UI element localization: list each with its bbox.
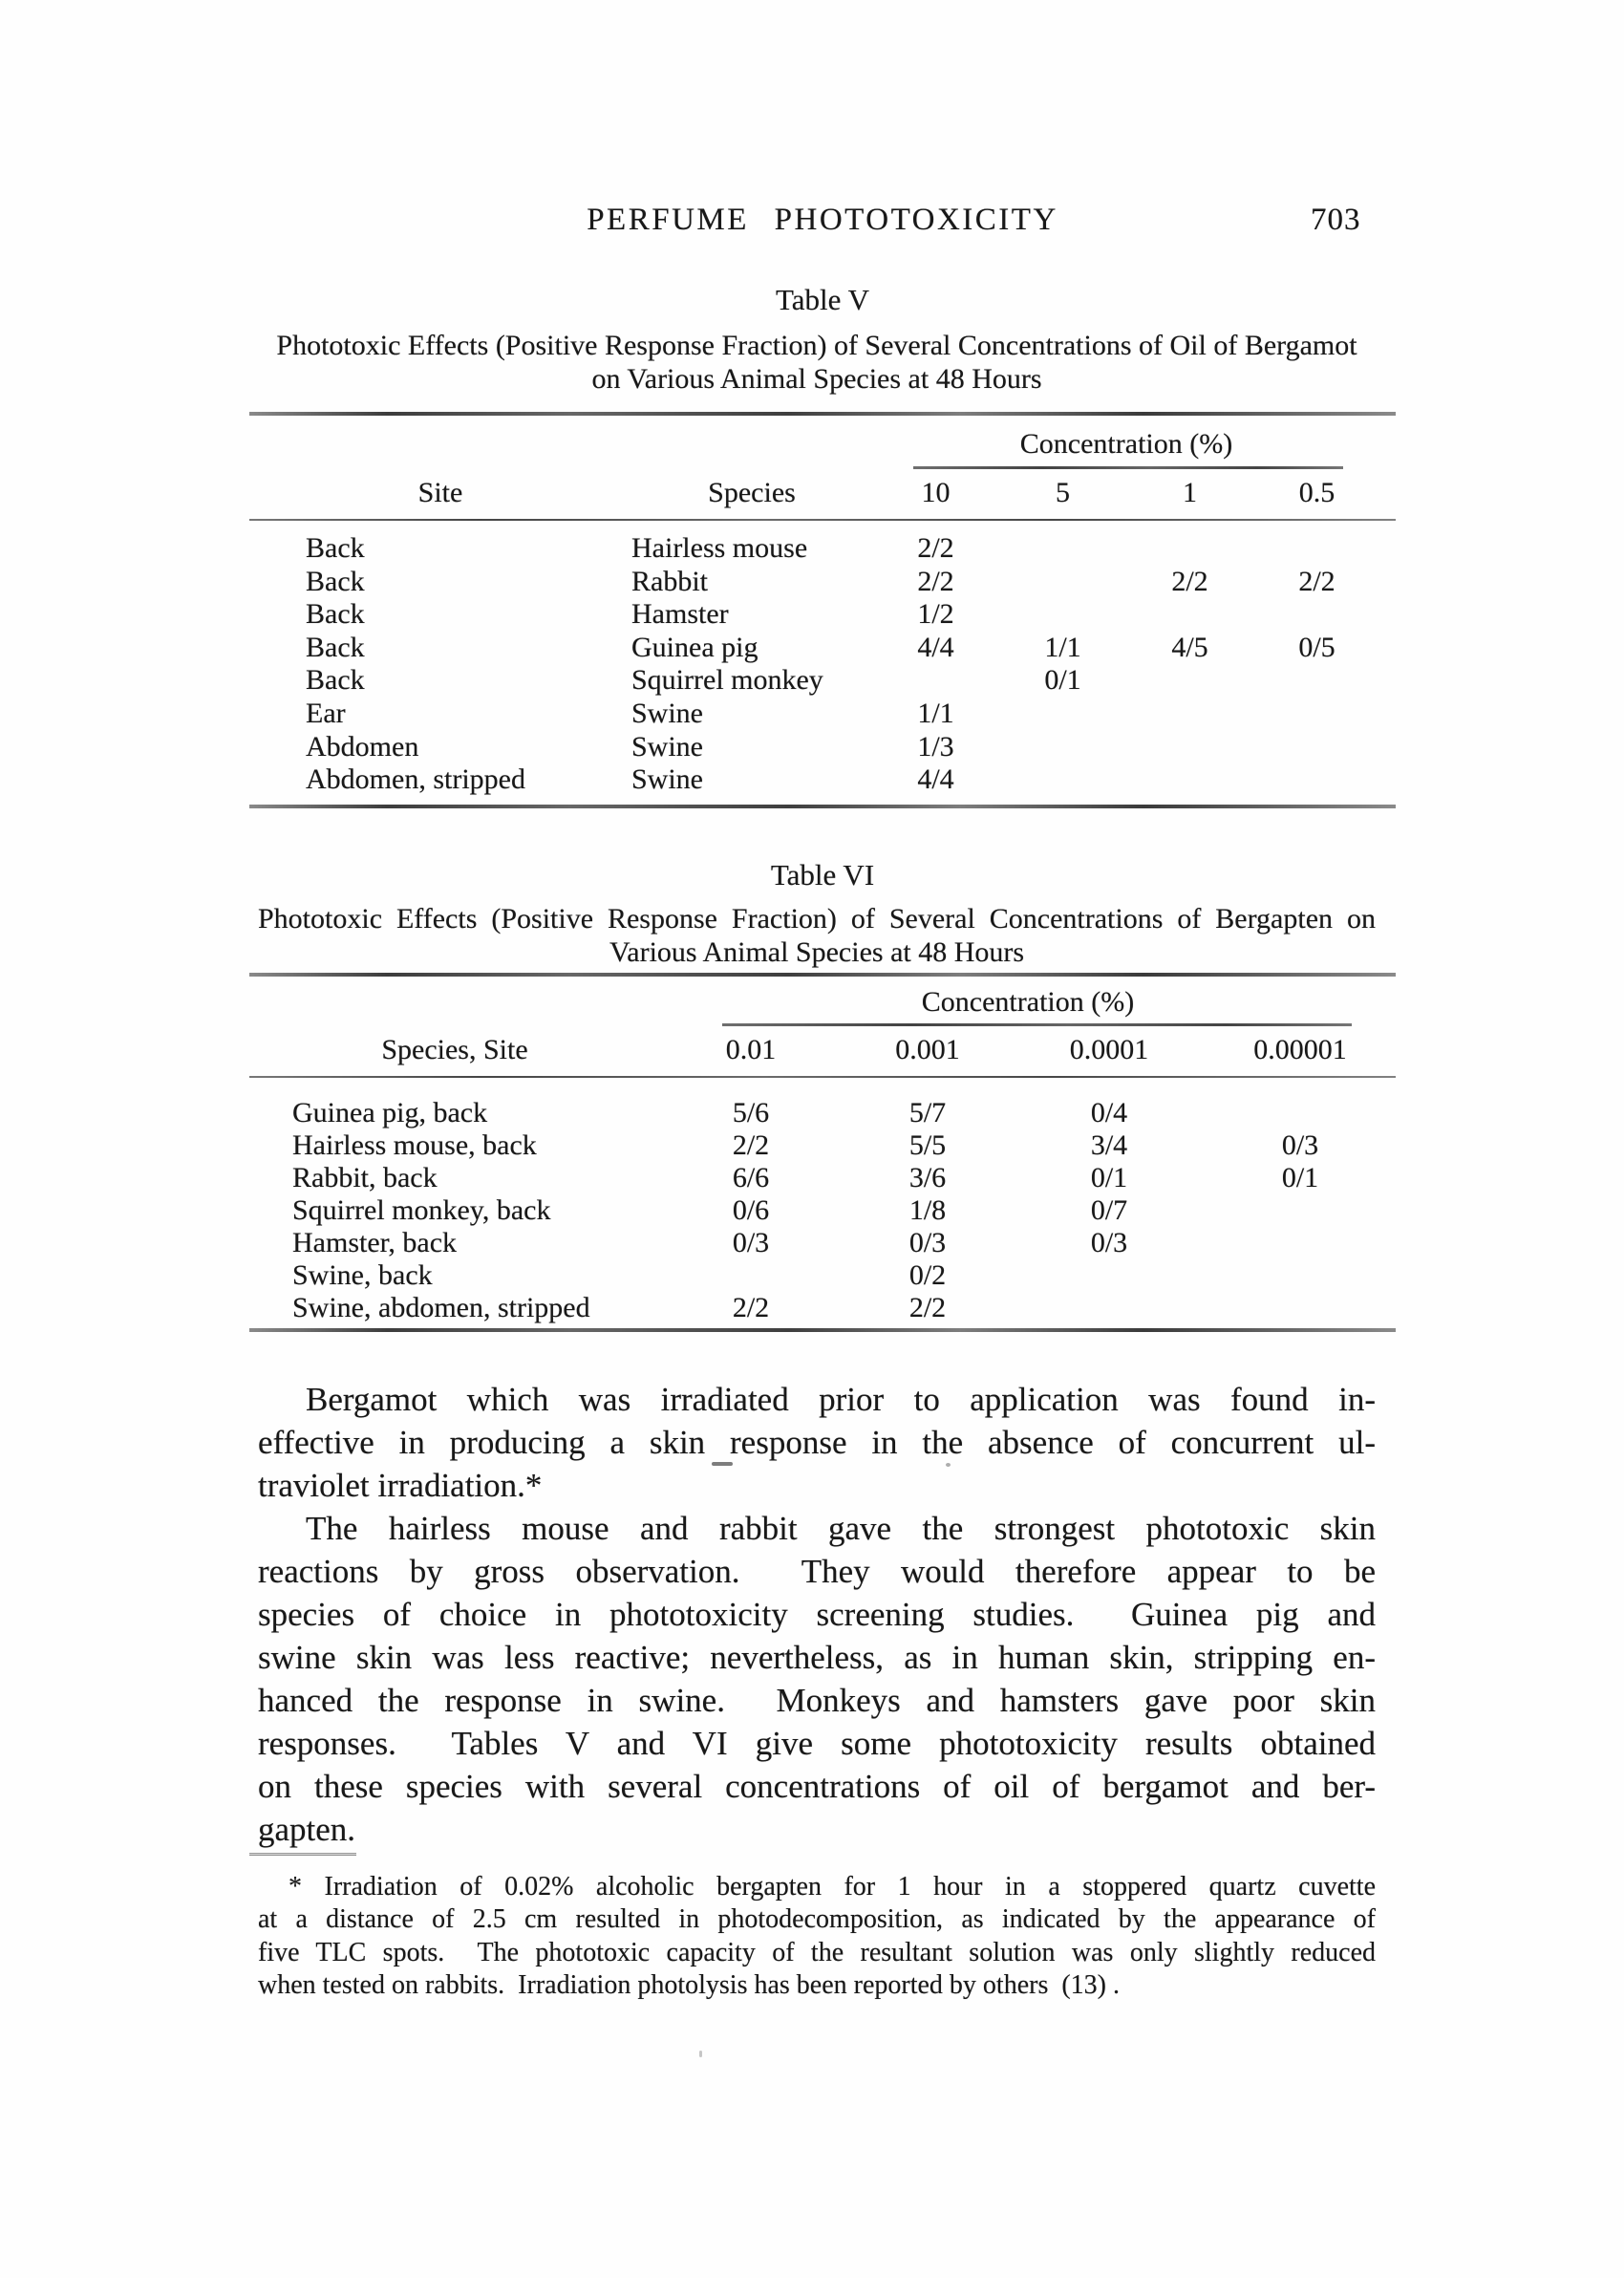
table-cell: 0/1 — [1090, 1161, 1128, 1193]
table-cell: 1/1 — [917, 697, 954, 729]
column-header: 5 — [1056, 477, 1070, 508]
table-v-caption — [258, 329, 1376, 396]
text-line: on these species with several concentrations of oil of bergamot and ber- — [258, 1767, 1376, 1805]
table-cell: Back — [306, 664, 365, 697]
table-cell — [1205, 1097, 1396, 1129]
page-content — [249, 283, 1396, 2003]
table-vi-concentration-header: Concentration (%) — [921, 985, 1135, 1018]
table-cell: 2/2 — [732, 1291, 770, 1323]
table-rule-top — [249, 973, 1396, 977]
text-line: * Irradiation of 0.02% alcoholic bergapten for 1 hour in a stoppered quartz cuvette — [288, 1871, 1376, 1902]
table-cell: Swine — [631, 763, 703, 796]
page-number: 703 — [1311, 203, 1361, 237]
text-line: Phototoxic Effects (Positive Response Fraction) of Several Concentrations of Bergapten on — [258, 902, 1376, 935]
table-cell: 0/3 — [1090, 1226, 1128, 1258]
table-rule-concentration — [913, 466, 1343, 469]
table-cell — [1126, 598, 1253, 632]
table-cell: Hairless mouse, back — [292, 1128, 537, 1161]
table-vi-label: Table VI — [770, 857, 875, 892]
text-line: when tested on rabbits. Irradiation photolysis has been reported by others (13) . — [258, 1970, 1121, 2001]
text-line: Various Animal Species at 48 Hours — [609, 935, 1025, 968]
table-cell: 0/2 — [908, 1258, 947, 1291]
table-v-concentration-header: Concentration (%) — [1019, 428, 1233, 460]
table-cell: 1/1 — [1044, 631, 1081, 663]
table-cell: Guinea pig, back — [292, 1096, 488, 1128]
table-v-header-row — [249, 477, 1396, 509]
table-cell: 2/2 — [917, 565, 954, 597]
text-line: species of choice in phototoxicity screening studies. Guinea pig and — [258, 1595, 1376, 1633]
table-cell: Swine, abdomen, stripped — [292, 1291, 590, 1323]
column-header: 0.001 — [895, 1033, 960, 1065]
table-cell: Abdomen, stripped — [306, 763, 525, 796]
table-cell — [1205, 1194, 1396, 1227]
text-line: reactions by gross observation. They would therefore appear to be — [258, 1552, 1376, 1590]
table-v-label: Table V — [776, 283, 869, 316]
table-cell — [1253, 731, 1380, 764]
table-cell — [872, 664, 999, 698]
table-cell: Back — [306, 532, 365, 564]
scan-artifact-speck — [699, 2051, 702, 2057]
table-cell — [1253, 698, 1380, 731]
table-cell: 0/3 — [908, 1226, 947, 1258]
table-cell: 3/6 — [908, 1161, 947, 1193]
table-cell: Rabbit, back — [292, 1161, 438, 1193]
table-cell: 5/6 — [732, 1096, 770, 1128]
text-line: Phototoxic Effects (Positive Response Fraction) of Several Concentrations of Oil of Bergamot — [276, 330, 1357, 361]
table-cell: 4/4 — [917, 631, 954, 663]
table-v-body — [249, 521, 1396, 805]
table-cell: 0/4 — [1090, 1096, 1128, 1128]
table-cell: Abdomen — [306, 730, 419, 763]
column-header: Species — [708, 477, 796, 508]
table-cell — [1205, 1227, 1396, 1259]
table-cell — [1126, 698, 1253, 731]
table-rule-top — [249, 412, 1396, 416]
table-cell — [1253, 532, 1380, 566]
table-cell — [999, 532, 1126, 566]
table-cell — [1014, 1292, 1205, 1324]
table-cell: Back — [306, 631, 365, 663]
table-vi-caption — [258, 902, 1376, 969]
table-cell: 5/5 — [908, 1128, 947, 1161]
table-cell: 1/2 — [917, 598, 954, 631]
table-cell — [999, 566, 1126, 599]
column-header: 0.5 — [1298, 477, 1336, 508]
table-cell: Swine, back — [292, 1258, 433, 1291]
text-line: effective in producing a skin response in the absence of concurrent ul- — [258, 1423, 1376, 1461]
table-cell: Hamster, back — [292, 1226, 458, 1258]
table-cell: 2/2 — [1171, 565, 1208, 597]
table-cell: 2/2 — [732, 1128, 770, 1161]
text-line: swine skin was less reactive; nevertheless, as in human skin, stripping en- — [258, 1638, 1376, 1676]
table-cell: Squirrel monkey — [631, 664, 823, 697]
table-vi-header-row — [249, 1034, 1396, 1066]
table-vi-body — [249, 1078, 1396, 1328]
table-cell — [1205, 1292, 1396, 1324]
table-rule-concentration — [722, 1023, 1352, 1026]
table-cell: 0/5 — [1298, 631, 1336, 663]
table-cell: Back — [306, 598, 365, 631]
column-header: 0.01 — [725, 1033, 777, 1065]
table-cell: 4/5 — [1171, 631, 1208, 663]
table-cell — [1253, 598, 1380, 632]
text-line: at a distance of 2.5 cm resulted in photodecomposition, as indicated by the appearance of — [258, 1904, 1376, 1935]
text-line: The hairless mouse and rabbit gave the strongest phototoxic skin — [306, 1509, 1376, 1547]
running-title: PERFUME PHOTOTOXICITY — [587, 203, 1058, 237]
table-cell: 0/6 — [732, 1193, 770, 1226]
table-cell — [1126, 763, 1253, 797]
table-cell: Ear — [306, 697, 346, 729]
text-line: responses. Tables V and VI give some phototoxicity results obtained — [258, 1724, 1376, 1762]
table-cell: 0/1 — [1281, 1161, 1319, 1193]
column-header: 10 — [921, 477, 951, 508]
text-line: traviolet irradiation.* — [258, 1466, 543, 1504]
text-line: on Various Animal Species at 48 Hours — [591, 363, 1042, 395]
table-cell: 0/7 — [1090, 1193, 1128, 1226]
table-cell: 3/4 — [1090, 1128, 1128, 1161]
scan-artifact-dash — [712, 1462, 733, 1466]
table-cell — [660, 1259, 842, 1292]
table-cell — [1126, 664, 1253, 698]
table-cell — [1253, 664, 1380, 698]
table-cell: Swine — [631, 697, 703, 729]
text-line: five TLC spots. The phototoxic capacity of the resultant solution was only slightly reduced — [258, 1937, 1376, 1967]
table-cell — [999, 698, 1126, 731]
column-header: Species, Site — [381, 1033, 528, 1065]
table-cell: Squirrel monkey, back — [292, 1193, 551, 1226]
table-cell: 2/2 — [1298, 565, 1336, 597]
table-cell — [999, 731, 1126, 764]
table-cell: 0/3 — [1281, 1128, 1319, 1161]
table-cell: Guinea pig — [631, 631, 759, 663]
table-cell — [999, 763, 1126, 797]
table-cell — [999, 598, 1126, 632]
footnote — [258, 1871, 1376, 2003]
table-cell: 0/1 — [1044, 664, 1081, 697]
table-cell: 1/3 — [917, 730, 954, 763]
table-rule-bottom — [249, 1328, 1396, 1332]
table-cell: 2/2 — [908, 1291, 947, 1323]
table-cell — [1253, 763, 1380, 797]
table-cell: Hairless mouse — [631, 532, 808, 564]
table-cell — [1126, 532, 1253, 566]
table-cell: Hamster — [631, 598, 729, 631]
paragraph-1 — [258, 1378, 1376, 1507]
table-cell: Swine — [631, 730, 703, 763]
table-cell: 0/3 — [732, 1226, 770, 1258]
table-v-section — [249, 283, 1396, 808]
scan-artifact-dot — [946, 1463, 951, 1467]
text-line: hanced the response in swine. Monkeys and hamsters gave poor skin — [258, 1681, 1376, 1719]
text-line: Bergamot which was irradiated prior to application was found in- — [306, 1380, 1376, 1418]
table-cell — [1205, 1259, 1396, 1292]
footnote-separator — [249, 1853, 356, 1856]
column-header: 0.00001 — [1253, 1033, 1347, 1065]
column-header: Site — [417, 477, 463, 508]
table-cell: Rabbit — [631, 565, 708, 597]
table-cell: 5/7 — [908, 1096, 947, 1128]
table-cell: 1/8 — [908, 1193, 947, 1226]
paragraph-2 — [258, 1507, 1376, 1851]
table-cell — [1014, 1259, 1205, 1292]
text-line: gapten. — [258, 1810, 356, 1848]
table-cell — [1126, 731, 1253, 764]
column-header: 0.0001 — [1069, 1033, 1149, 1065]
table-cell: 6/6 — [732, 1161, 770, 1193]
table-cell: 4/4 — [917, 763, 954, 796]
table-cell: 2/2 — [917, 532, 954, 564]
table-cell: Back — [306, 565, 365, 597]
table-rule-bottom — [249, 805, 1396, 808]
column-header: 1 — [1183, 477, 1197, 508]
table-vi-section — [249, 858, 1396, 1332]
